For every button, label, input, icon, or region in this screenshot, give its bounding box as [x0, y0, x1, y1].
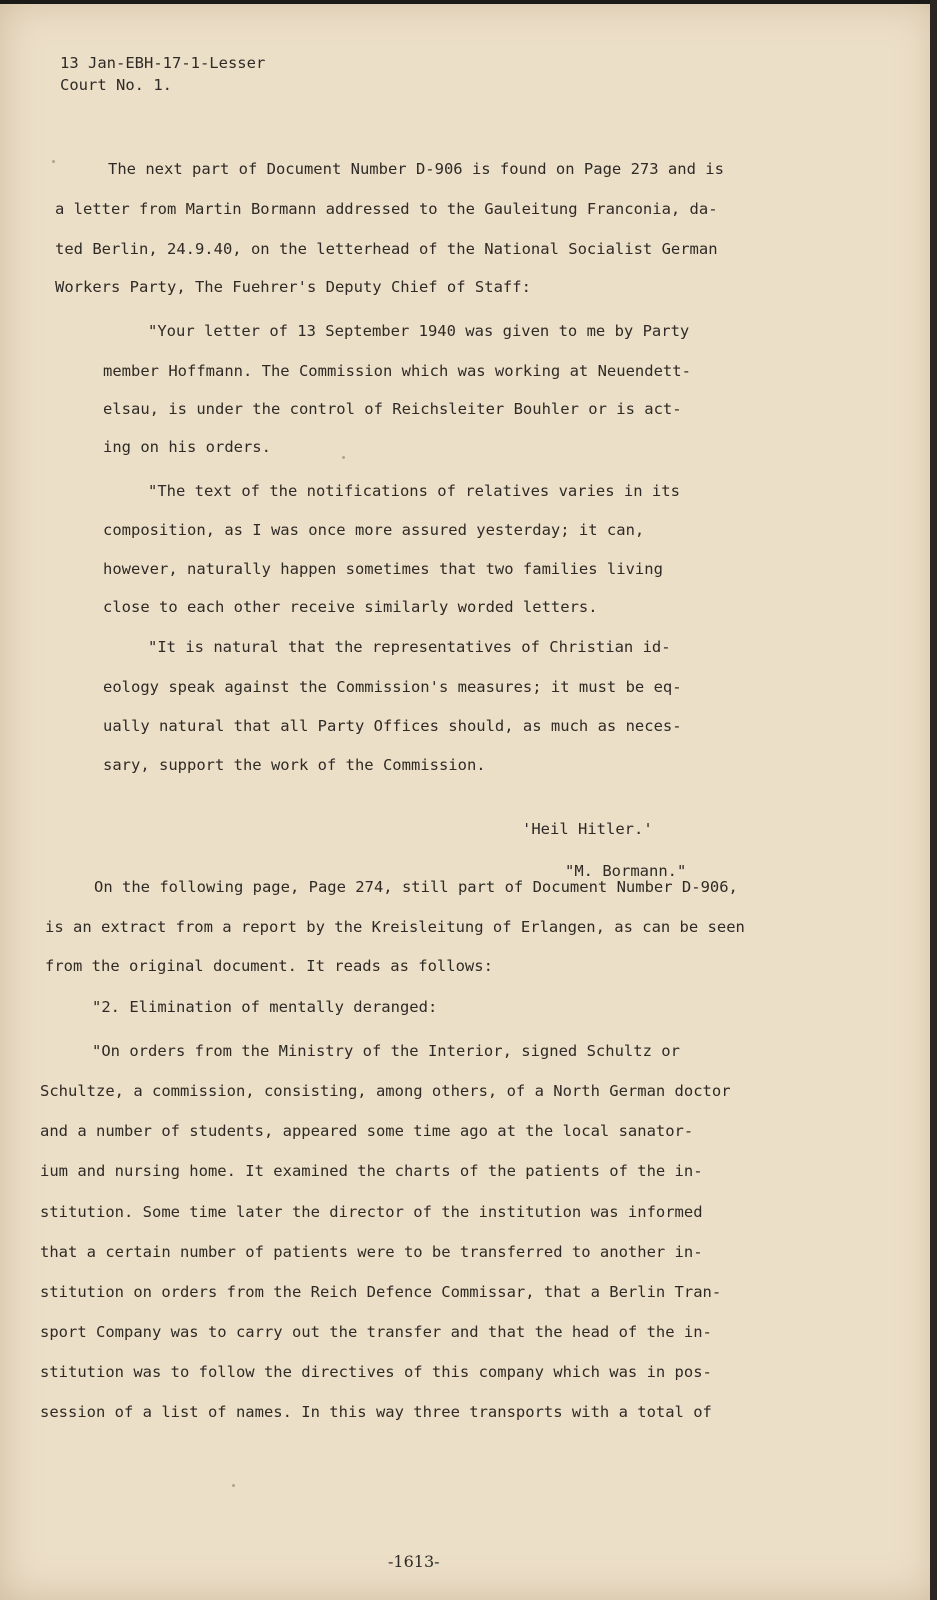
body-line: close to each other receive similarly worded letters.	[103, 598, 598, 616]
body-line: stitution was to follow the directives of this company which was in pos-	[40, 1363, 712, 1381]
body-line: from the original document. It reads as follows:	[45, 957, 493, 975]
body-line: "2. Elimination of mentally deranged:	[92, 998, 438, 1016]
body-line: stitution on orders from the Reich Defence Commissar, that a Berlin Tran-	[40, 1283, 722, 1301]
body-line: elsau, is under the control of Reichsleiter Bouhler or is act-	[103, 400, 682, 418]
body-line: ium and nursing home. It examined the charts of the patients of the in-	[40, 1162, 703, 1180]
body-line: that a certain number of patients were to be transferred to another in-	[40, 1243, 703, 1261]
body-line: sport Company was to carry out the transfer and that the head of the in-	[40, 1323, 712, 1341]
body-line: eology speak against the Commission's measures; it must be eq-	[103, 678, 682, 696]
paper-speck	[232, 1484, 235, 1487]
body-line: and a number of students, appeared some time ago at the local sanator-	[40, 1122, 694, 1140]
page-number: -1613-	[388, 1552, 440, 1571]
body-line: "On orders from the Ministry of the Interior, signed Schultz or	[92, 1042, 680, 1060]
paper-speck	[52, 160, 55, 163]
body-line: "Your letter of 13 September 1940 was given to me by Party	[148, 322, 690, 340]
paper-speck	[342, 456, 345, 459]
letter-closing: 'Heil Hitler.'	[522, 820, 653, 838]
scan-edge-right	[930, 0, 937, 1600]
scan-edge-top	[0, 0, 937, 4]
body-line: The next part of Document Number D-906 is found on Page 273 and is	[108, 160, 724, 178]
body-line: "It is natural that the representatives of Christian id-	[148, 638, 671, 656]
body-line: ted Berlin, 24.9.40, on the letterhead of the National Socialist German	[55, 240, 718, 258]
body-line: composition, as I was once more assured yesterday; it can,	[103, 521, 645, 539]
body-line: a letter from Martin Bormann addressed to the Gauleitung Franconia, da-	[55, 200, 718, 218]
body-line: sary, support the work of the Commission.	[103, 756, 486, 774]
header-reference: 13 Jan-EBH-17-1-Lesser	[60, 54, 266, 72]
body-line: ing on his orders.	[103, 438, 271, 456]
letter-signature: "M. Bormann."	[565, 862, 687, 880]
body-line: Schultze, a commission, consisting, among others, of a North German doctor	[40, 1082, 731, 1100]
body-line: member Hoffmann. The Commission which was working at Neuendett-	[103, 362, 691, 380]
body-line: stitution. Some time later the director of the institution was informed	[40, 1203, 703, 1221]
body-line: "The text of the notifications of relatives varies in its	[148, 482, 680, 500]
body-line: On the following page, Page 274, still part of Document Number D-906,	[94, 878, 738, 896]
document-header	[60, 52, 265, 96]
body-line: however, naturally happen sometimes that two families living	[103, 560, 663, 578]
body-line: Workers Party, The Fuehrer's Deputy Chief of Staff:	[55, 278, 531, 296]
body-line: is an extract from a report by the Kreisleitung of Erlangen, as can be seen	[45, 918, 745, 936]
body-line: ually natural that all Party Offices should, as much as neces-	[103, 717, 682, 735]
header-court: Court No. 1.	[60, 76, 172, 94]
body-line: session of a list of names. In this way three transports with a total of	[40, 1403, 712, 1421]
